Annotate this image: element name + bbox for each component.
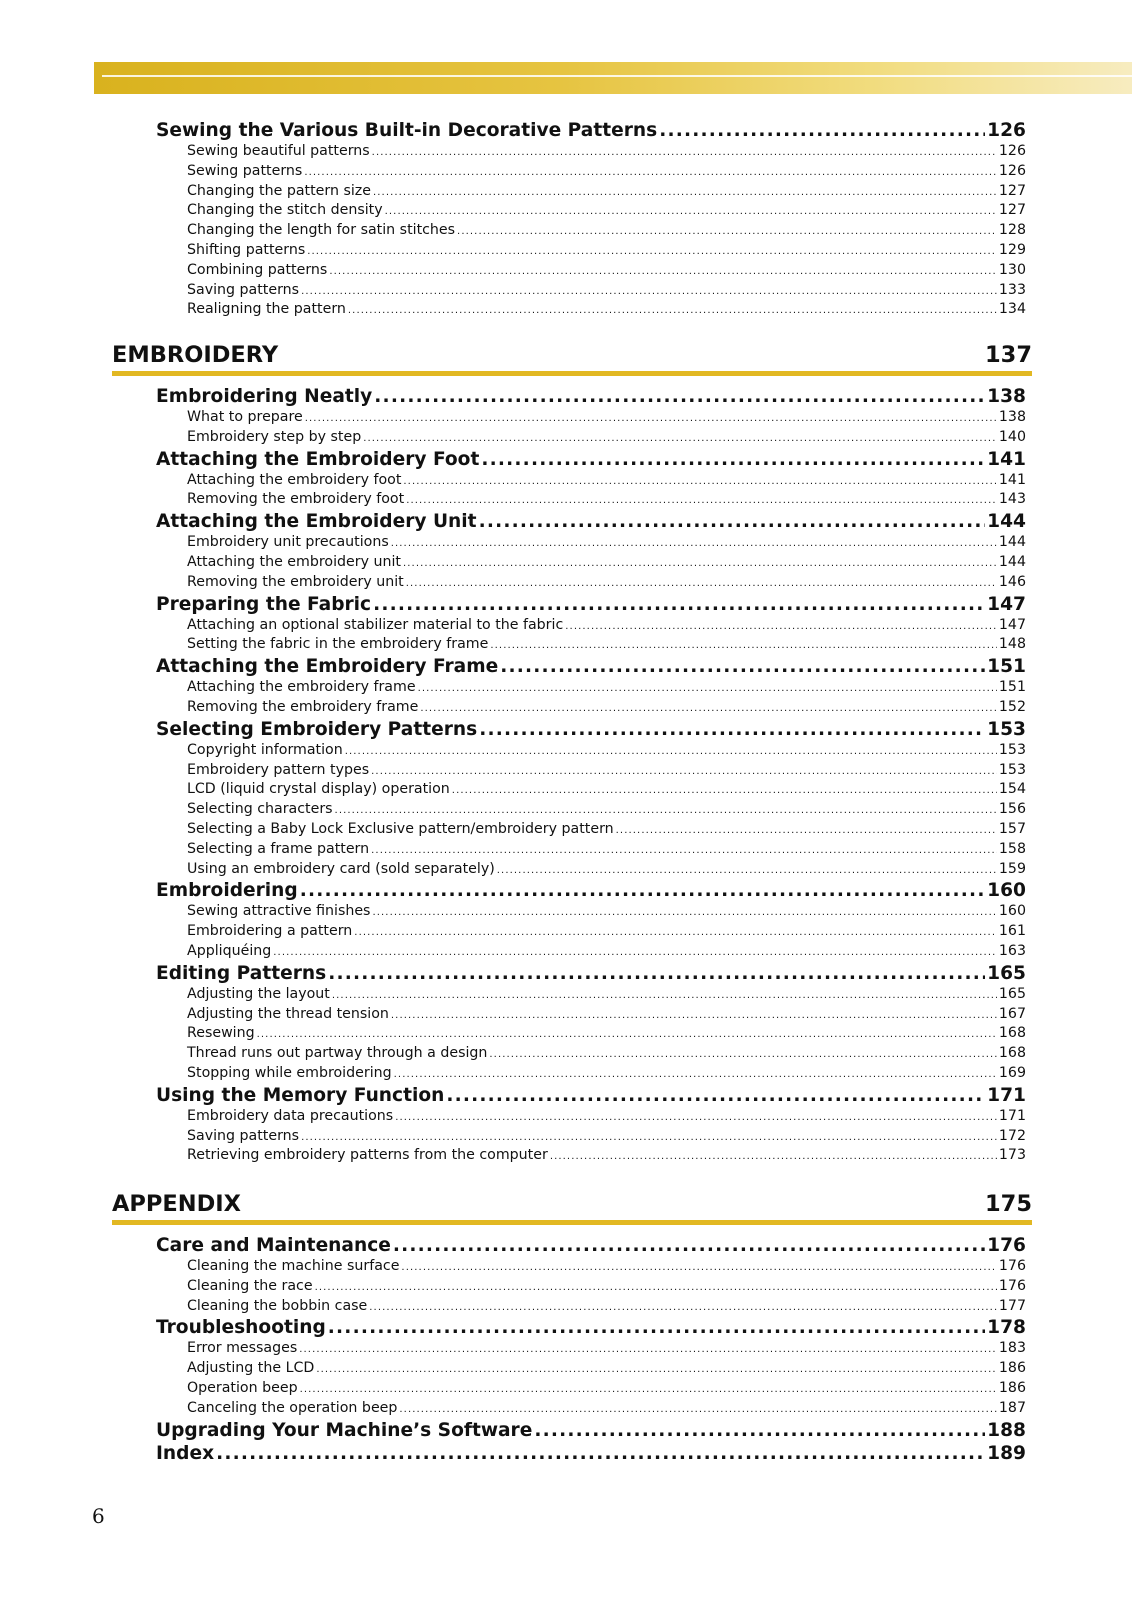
dot-leader (385, 201, 997, 222)
toc-entry-title: Cleaning the machine surface (187, 1258, 400, 1274)
toc-entry-title: Attaching the Embroidery Foot (156, 448, 480, 470)
toc-sub-entry[interactable] (156, 201, 1026, 221)
toc-entry-title: Adjusting the layout (187, 985, 330, 1002)
toc-sub-entry[interactable] (156, 860, 1026, 880)
dot-leader (300, 879, 985, 902)
dot-leader (489, 1044, 997, 1065)
toc-sub-entry[interactable] (156, 1399, 1026, 1419)
chapter-heading-appendix (112, 1189, 1032, 1225)
toc-entry-title: Copyright information (187, 741, 343, 758)
toc-entry-title: Changing the length for satin stitches (187, 222, 456, 239)
toc-main-entry[interactable] (156, 655, 1026, 678)
toc-entry-title: Cleaning the bobbin case (187, 1297, 368, 1314)
toc-entry-title: Removing the embroidery frame (187, 698, 419, 715)
toc-entry-page: 126 (998, 162, 1026, 179)
toc-entry-title: Shifting patterns (187, 241, 306, 258)
dot-leader (216, 1442, 985, 1465)
toc-entry-title: Retrieving embroidery patterns from the computer (187, 1147, 548, 1164)
toc-entry-page: 168 (998, 1045, 1026, 1062)
toc-sub-entry[interactable] (156, 573, 1026, 593)
dot-leader (305, 408, 997, 429)
toc-entry-title: Attaching the Embroidery Unit (156, 511, 477, 533)
toc-entry-page: 167 (998, 1005, 1026, 1022)
dot-leader (490, 635, 997, 656)
toc-entry-page: 156 (998, 801, 1026, 818)
toc-main-entry[interactable] (156, 1316, 1026, 1339)
dot-leader (315, 1277, 997, 1298)
toc-entry-title: Using the Memory Function (156, 1084, 445, 1106)
toc-sub-entry[interactable] (156, 428, 1026, 448)
toc-entry-page: 176 (998, 1258, 1026, 1274)
toc-entry-title: Index (156, 1442, 215, 1464)
dot-leader (497, 860, 997, 881)
toc-entry-page: 138 (998, 409, 1026, 425)
toc-main-entry[interactable] (156, 1442, 1026, 1465)
dot-leader (257, 1024, 997, 1045)
toc-main-entry[interactable] (156, 119, 1026, 142)
toc-entry-title: Embroidery data precautions (187, 1107, 394, 1124)
dot-leader (371, 840, 997, 861)
toc-entry-page: 153 (987, 718, 1026, 740)
toc-entry-title: Embroidering a pattern (187, 923, 353, 940)
toc-entry-title: Attaching the embroidery frame (187, 679, 416, 696)
toc-sub-entry[interactable] (156, 1005, 1026, 1025)
toc-main-entry[interactable] (156, 593, 1026, 616)
toc-entry-title: Resewing (187, 1025, 255, 1042)
dot-leader (446, 1084, 985, 1107)
toc-entry-title: Embroidery pattern types (187, 761, 370, 778)
dot-leader (550, 1146, 997, 1167)
toc-entry-page: 172 (998, 1127, 1026, 1144)
dot-leader (391, 1005, 997, 1026)
dot-leader (304, 162, 997, 183)
toc-sub-entry[interactable] (156, 1339, 1026, 1359)
toc-entry-page: 186 (998, 1379, 1026, 1396)
dot-leader (371, 761, 997, 782)
dot-leader (372, 902, 996, 923)
dot-leader (391, 533, 997, 554)
page-number: 6 (92, 1504, 105, 1528)
dot-leader (406, 490, 997, 511)
toc-entry-title: Saving patterns (187, 1127, 300, 1144)
toc-entry-page: 134 (998, 301, 1026, 318)
toc-entry-page: 161 (998, 923, 1026, 940)
toc-entry-title: Sewing patterns (187, 162, 303, 179)
toc-entry-page: 152 (998, 698, 1026, 715)
toc-sub-entry[interactable] (156, 635, 1026, 655)
toc-entry-title: Sewing the Various Built-in Decorative Patterns (156, 120, 658, 141)
toc-sub-entry[interactable] (156, 1044, 1026, 1064)
dot-leader (534, 1419, 985, 1442)
toc-entry-title: Sewing attractive finishes (187, 903, 371, 920)
toc-entry-title: Selecting characters (187, 801, 333, 818)
toc-entry-title: Setting the fabric in the embroidery frame (187, 636, 489, 653)
toc-entry-page: 165 (998, 985, 1026, 1002)
toc-entry-page: 153 (998, 761, 1026, 778)
toc-sub-entry[interactable] (156, 490, 1026, 510)
toc-sub-entry[interactable] (156, 300, 1026, 320)
toc-entry-page: 183 (998, 1340, 1026, 1357)
dot-leader (457, 221, 997, 242)
toc-sub-entry[interactable] (156, 616, 1026, 636)
toc-entry-page: 176 (998, 1277, 1026, 1294)
dot-leader (374, 385, 985, 408)
toc-sub-entry[interactable] (156, 985, 1026, 1005)
toc-entry-page: 126 (987, 120, 1026, 141)
chapter-title: APPENDIX (112, 1191, 241, 1217)
toc-sub-entry[interactable] (156, 741, 1026, 761)
dot-leader (332, 985, 997, 1006)
toc-entry-page: 177 (998, 1297, 1026, 1314)
toc-entry-page: 144 (987, 511, 1026, 533)
toc-sub-entry[interactable] (156, 1359, 1026, 1379)
toc-main-entry[interactable] (156, 962, 1026, 985)
toc-sub-entry[interactable] (156, 698, 1026, 718)
dot-leader (328, 962, 985, 985)
toc-entry-title: Selecting a Baby Lock Exclusive pattern/embroidery pattern (187, 820, 614, 837)
dot-leader (307, 241, 997, 262)
dot-leader (479, 510, 986, 533)
dot-leader (403, 553, 997, 574)
dot-leader (363, 428, 997, 449)
toc-entry-page: 147 (987, 593, 1026, 615)
toc-entry-page: 173 (998, 1147, 1026, 1164)
toc-sub-entry[interactable] (156, 471, 1026, 491)
toc-entry-page: 158 (998, 840, 1026, 857)
toc-entry-title: Changing the stitch density (187, 202, 383, 219)
toc-entry-title: Embroidery step by step (187, 428, 362, 445)
toc-entry-title: Attaching the Embroidery Frame (156, 656, 499, 678)
dot-leader (300, 1379, 997, 1400)
toc-entry-title: Embroidering Neatly (156, 386, 373, 407)
toc-entry-title: Troubleshooting (156, 1317, 326, 1339)
chapter-page: 137 (985, 342, 1032, 368)
toc-entry-page: 189 (987, 1442, 1026, 1464)
dot-leader (273, 942, 997, 963)
toc-entry-page: 141 (998, 471, 1026, 488)
toc-main-entry[interactable] (156, 718, 1026, 741)
toc-sub-entry[interactable] (156, 902, 1026, 922)
toc-sub-entry[interactable] (156, 1146, 1026, 1166)
dot-leader (406, 573, 997, 594)
toc-entry-page: 188 (987, 1419, 1026, 1441)
toc-entry-title: Selecting a frame pattern (187, 840, 370, 857)
dot-leader (316, 1359, 997, 1380)
dot-leader (399, 1399, 997, 1420)
toc-entry-page: 127 (998, 182, 1026, 199)
dot-leader (373, 182, 997, 203)
toc-entry-page: 126 (998, 143, 1026, 159)
toc-entry-page: 154 (998, 781, 1026, 798)
dot-leader (500, 655, 985, 678)
toc-entry-title: Thread runs out partway through a design (187, 1045, 488, 1062)
toc-entry-title: Selecting Embroidery Patterns (156, 718, 478, 740)
dot-leader (418, 678, 997, 699)
toc-sub-entry[interactable] (156, 1277, 1026, 1297)
dot-leader (301, 281, 997, 302)
toc-sub-entry[interactable] (156, 162, 1026, 182)
toc-entry-page: 138 (987, 386, 1026, 407)
toc-entry-title: Attaching the embroidery foot (187, 471, 402, 488)
toc-sub-entry[interactable] (156, 780, 1026, 800)
dot-leader (616, 820, 997, 841)
toc-sub-entry[interactable] (156, 182, 1026, 202)
toc-sub-entry[interactable] (156, 678, 1026, 698)
toc-entry-page: 165 (987, 962, 1026, 984)
dot-leader (401, 1257, 996, 1278)
toc-main-entry[interactable] (156, 385, 1026, 408)
toc-main-entry[interactable] (156, 448, 1026, 471)
toc-block-embroidery (156, 385, 1026, 1166)
dot-leader (481, 448, 985, 471)
dot-leader (354, 922, 997, 943)
toc-sub-entry[interactable] (156, 241, 1026, 261)
toc-sub-entry[interactable] (156, 761, 1026, 781)
toc-main-entry[interactable] (156, 1419, 1026, 1442)
toc-entry-page: 168 (998, 1025, 1026, 1042)
dot-leader (372, 142, 997, 163)
dot-leader (394, 1064, 997, 1085)
toc-block-decorative (156, 119, 1026, 320)
toc-sub-entry[interactable] (156, 942, 1026, 962)
toc-sub-entry[interactable] (156, 281, 1026, 301)
toc-main-entry[interactable] (156, 879, 1026, 902)
dot-leader (403, 471, 997, 492)
toc-sub-entry[interactable] (156, 1379, 1026, 1399)
toc-entry-title: Using an embroidery card (sold separately) (187, 860, 495, 877)
toc-entry-page: 160 (998, 903, 1026, 920)
toc-entry-page: 143 (998, 491, 1026, 508)
toc-entry-title: Removing the embroidery foot (187, 491, 405, 508)
dot-leader (395, 1107, 997, 1128)
toc-sub-entry[interactable] (156, 800, 1026, 820)
dot-leader (393, 1234, 985, 1257)
toc-entry-page: 146 (998, 573, 1026, 590)
toc-sub-entry[interactable] (156, 1127, 1026, 1147)
toc-sub-entry[interactable] (156, 553, 1026, 573)
toc-main-entry[interactable] (156, 1234, 1026, 1257)
toc-sub-entry[interactable] (156, 1024, 1026, 1044)
toc-entry-page: 151 (998, 679, 1026, 696)
toc-sub-entry[interactable] (156, 820, 1026, 840)
toc-entry-page: 186 (998, 1360, 1026, 1377)
toc-sub-entry[interactable] (156, 221, 1026, 241)
dot-leader (348, 300, 997, 321)
header-gold-bar (94, 62, 1132, 94)
toc-entry-title: Cleaning the race (187, 1277, 313, 1294)
toc-entry-page: 148 (998, 636, 1026, 653)
chapter-heading-embroidery (112, 340, 1032, 376)
chapter-title: EMBROIDERY (112, 342, 279, 368)
toc-main-entry[interactable] (156, 510, 1026, 533)
toc-sub-entry[interactable] (156, 261, 1026, 281)
toc-entry-page: 176 (987, 1235, 1026, 1256)
toc-entry-title: Saving patterns (187, 281, 300, 298)
toc-entry-page: 128 (998, 222, 1026, 239)
toc-entry-page: 147 (998, 616, 1026, 633)
toc-entry-page: 171 (998, 1107, 1026, 1124)
toc-block-appendix (156, 1234, 1026, 1465)
toc-entry-title: What to prepare (187, 409, 303, 425)
toc-entry-title: Operation beep (187, 1379, 298, 1396)
toc-entry-title: Upgrading Your Machine’s Software (156, 1419, 533, 1441)
toc-entry-page: 187 (998, 1399, 1026, 1416)
toc-sub-entry[interactable] (156, 1297, 1026, 1317)
toc-entry-page: 133 (998, 281, 1026, 298)
dot-leader (369, 1297, 997, 1318)
toc-entry-title: Adjusting the LCD (187, 1360, 315, 1377)
toc-entry-page: 144 (998, 534, 1026, 551)
toc-entry-title: Editing Patterns (156, 962, 327, 984)
toc-sub-entry[interactable] (156, 533, 1026, 553)
toc-entry-title: LCD (liquid crystal display) operation (187, 781, 450, 798)
toc-entry-page: 129 (998, 241, 1026, 258)
toc-sub-entry[interactable] (156, 840, 1026, 860)
toc-entry-page: 171 (987, 1084, 1026, 1106)
toc-entry-page: 144 (998, 553, 1026, 570)
chapter-page: 175 (985, 1191, 1032, 1217)
dot-leader (328, 1316, 985, 1339)
toc-entry-title: Adjusting the thread tension (187, 1005, 389, 1022)
toc-entry-title: Sewing beautiful patterns (187, 143, 370, 159)
toc-sub-entry[interactable] (156, 1064, 1026, 1084)
toc-entry-title: Realigning the pattern (187, 301, 346, 318)
dot-leader (452, 780, 997, 801)
toc-entry-title: Error messages (187, 1340, 298, 1357)
toc-entry-page: 140 (998, 428, 1026, 445)
toc-entry-title: Embroidery unit precautions (187, 534, 389, 551)
toc-entry-page: 127 (998, 202, 1026, 219)
toc-entry-page: 151 (987, 656, 1026, 678)
toc-entry-title: Preparing the Fabric (156, 593, 372, 615)
toc-sub-entry[interactable] (156, 1257, 1026, 1277)
dot-leader (420, 698, 997, 719)
dot-leader (301, 1127, 997, 1148)
dot-leader (659, 119, 985, 142)
dot-leader (373, 593, 985, 616)
dot-leader (345, 741, 997, 762)
toc-main-entry[interactable] (156, 1084, 1026, 1107)
toc-sub-entry[interactable] (156, 922, 1026, 942)
toc-entry-page: 130 (998, 261, 1026, 278)
toc-entry-title: Combining patterns (187, 261, 328, 278)
toc-entry-title: Care and Maintenance (156, 1235, 391, 1256)
toc-entry-title: Embroidering (156, 880, 298, 902)
toc-entry-page: 163 (998, 942, 1026, 959)
toc-entry-title: Removing the embroidery unit (187, 573, 404, 590)
toc-entry-page: 178 (987, 1317, 1026, 1339)
toc-entry-title: Stopping while embroidering (187, 1064, 392, 1081)
toc-entry-page: 153 (998, 741, 1026, 758)
dot-leader (479, 718, 985, 741)
toc-sub-entry[interactable] (156, 408, 1026, 428)
dot-leader (565, 616, 997, 637)
toc-entry-page: 141 (987, 448, 1026, 470)
toc-entry-title: Changing the pattern size (187, 182, 371, 199)
toc-entry-page: 159 (998, 860, 1026, 877)
toc-entry-title: Attaching the embroidery unit (187, 553, 401, 570)
dot-leader (329, 261, 997, 282)
toc-sub-entry[interactable] (156, 142, 1026, 162)
toc-entry-page: 169 (998, 1064, 1026, 1081)
toc-entry-title: Appliquéing (187, 942, 272, 959)
toc-entry-page: 160 (987, 880, 1026, 902)
toc-entry-title: Canceling the operation beep (187, 1399, 398, 1416)
dot-leader (335, 800, 997, 821)
dot-leader (299, 1339, 997, 1360)
toc-entry-page: 157 (998, 820, 1026, 837)
toc-entry-title: Attaching an optional stabilizer material to the fabric (187, 616, 564, 633)
toc-sub-entry[interactable] (156, 1107, 1026, 1127)
